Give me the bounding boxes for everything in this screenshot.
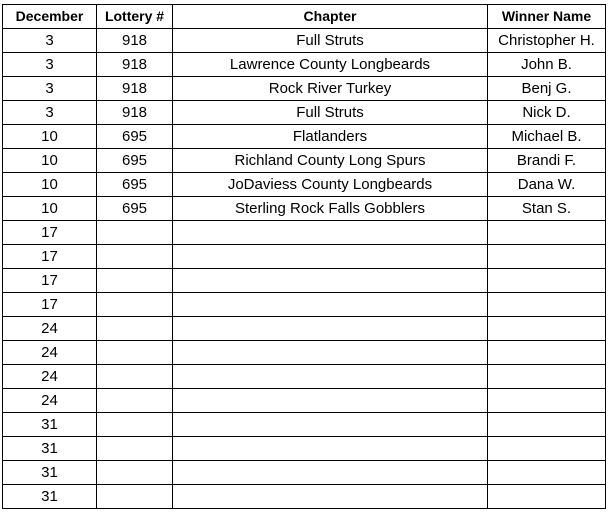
cell-chapter xyxy=(173,413,488,437)
cell-chapter: JoDaviess County Longbeards xyxy=(173,173,488,197)
cell-winner-name: John B. xyxy=(488,53,606,77)
cell-winner-name xyxy=(488,317,606,341)
table-row xyxy=(3,125,606,149)
cell-chapter xyxy=(173,341,488,365)
table-row xyxy=(3,197,606,221)
cell-lottery-number xyxy=(97,437,173,461)
cell-winner-name: Benj G. xyxy=(488,77,606,101)
table-row xyxy=(3,293,606,317)
cell-winner-name xyxy=(488,293,606,317)
cell-winner-name xyxy=(488,365,606,389)
cell-lottery-number xyxy=(97,365,173,389)
table-row xyxy=(3,365,606,389)
cell-december: 3 xyxy=(3,77,97,101)
cell-december: 17 xyxy=(3,293,97,317)
cell-december: 31 xyxy=(3,413,97,437)
cell-winner-name: Christopher H. xyxy=(488,29,606,53)
cell-lottery-number: 695 xyxy=(97,149,173,173)
cell-chapter xyxy=(173,365,488,389)
cell-lottery-number xyxy=(97,317,173,341)
cell-lottery-number: 695 xyxy=(97,197,173,221)
cell-lottery-number xyxy=(97,389,173,413)
table-row xyxy=(3,485,606,509)
table-row xyxy=(3,221,606,245)
cell-december: 31 xyxy=(3,485,97,509)
cell-december: 3 xyxy=(3,29,97,53)
cell-winner-name xyxy=(488,245,606,269)
cell-lottery-number: 918 xyxy=(97,29,173,53)
table-row xyxy=(3,437,606,461)
cell-winner-name xyxy=(488,461,606,485)
table-row xyxy=(3,317,606,341)
cell-winner-name: Brandi F. xyxy=(488,149,606,173)
cell-winner-name: Stan S. xyxy=(488,197,606,221)
table-row xyxy=(3,29,606,53)
cell-chapter xyxy=(173,245,488,269)
header-row xyxy=(3,5,606,29)
cell-winner-name xyxy=(488,389,606,413)
cell-lottery-number: 918 xyxy=(97,77,173,101)
cell-chapter xyxy=(173,221,488,245)
table-row xyxy=(3,101,606,125)
cell-chapter: Sterling Rock Falls Gobblers xyxy=(173,197,488,221)
cell-december: 24 xyxy=(3,317,97,341)
cell-december: 17 xyxy=(3,221,97,245)
cell-december: 24 xyxy=(3,341,97,365)
cell-chapter xyxy=(173,317,488,341)
cell-december: 3 xyxy=(3,53,97,77)
cell-winner-name: Michael B. xyxy=(488,125,606,149)
cell-winner-name xyxy=(488,413,606,437)
table-row xyxy=(3,269,606,293)
cell-chapter: Full Struts xyxy=(173,29,488,53)
cell-lottery-number xyxy=(97,341,173,365)
header-december: December xyxy=(3,5,97,29)
cell-chapter xyxy=(173,269,488,293)
cell-chapter xyxy=(173,437,488,461)
cell-lottery-number: 918 xyxy=(97,53,173,77)
cell-december: 3 xyxy=(3,101,97,125)
cell-december: 10 xyxy=(3,125,97,149)
cell-lottery-number: 695 xyxy=(97,125,173,149)
cell-lottery-number xyxy=(97,245,173,269)
cell-lottery-number xyxy=(97,293,173,317)
cell-winner-name: Dana W. xyxy=(488,173,606,197)
cell-chapter: Rock River Turkey xyxy=(173,77,488,101)
cell-winner-name xyxy=(488,269,606,293)
table-row xyxy=(3,461,606,485)
cell-december: 24 xyxy=(3,389,97,413)
cell-chapter: Lawrence County Longbeards xyxy=(173,53,488,77)
cell-lottery-number: 918 xyxy=(97,101,173,125)
table-row xyxy=(3,53,606,77)
cell-chapter: Flatlanders xyxy=(173,125,488,149)
cell-chapter xyxy=(173,389,488,413)
cell-december: 17 xyxy=(3,269,97,293)
cell-lottery-number: 695 xyxy=(97,173,173,197)
table-row xyxy=(3,389,606,413)
cell-winner-name xyxy=(488,341,606,365)
cell-winner-name xyxy=(488,437,606,461)
cell-december: 24 xyxy=(3,365,97,389)
cell-lottery-number xyxy=(97,413,173,437)
cell-chapter xyxy=(173,461,488,485)
cell-december: 31 xyxy=(3,437,97,461)
cell-lottery-number xyxy=(97,461,173,485)
header-chapter: Chapter xyxy=(173,5,488,29)
cell-chapter xyxy=(173,485,488,509)
header-lottery-number: Lottery # xyxy=(97,5,173,29)
cell-december: 10 xyxy=(3,149,97,173)
cell-winner-name: Nick D. xyxy=(488,101,606,125)
table-row xyxy=(3,245,606,269)
header-winner-name: Winner Name xyxy=(488,5,606,29)
cell-lottery-number xyxy=(97,221,173,245)
cell-lottery-number xyxy=(97,485,173,509)
cell-chapter xyxy=(173,293,488,317)
table-row xyxy=(3,173,606,197)
table-body xyxy=(3,29,606,509)
table-row xyxy=(3,77,606,101)
cell-winner-name xyxy=(488,221,606,245)
lottery-winners-table xyxy=(2,4,606,509)
cell-december: 17 xyxy=(3,245,97,269)
table-row xyxy=(3,149,606,173)
cell-lottery-number xyxy=(97,269,173,293)
cell-winner-name xyxy=(488,485,606,509)
cell-december: 10 xyxy=(3,173,97,197)
cell-chapter: Richland County Long Spurs xyxy=(173,149,488,173)
cell-december: 31 xyxy=(3,461,97,485)
cell-december: 10 xyxy=(3,197,97,221)
cell-chapter: Full Struts xyxy=(173,101,488,125)
table-row xyxy=(3,341,606,365)
table-row xyxy=(3,413,606,437)
